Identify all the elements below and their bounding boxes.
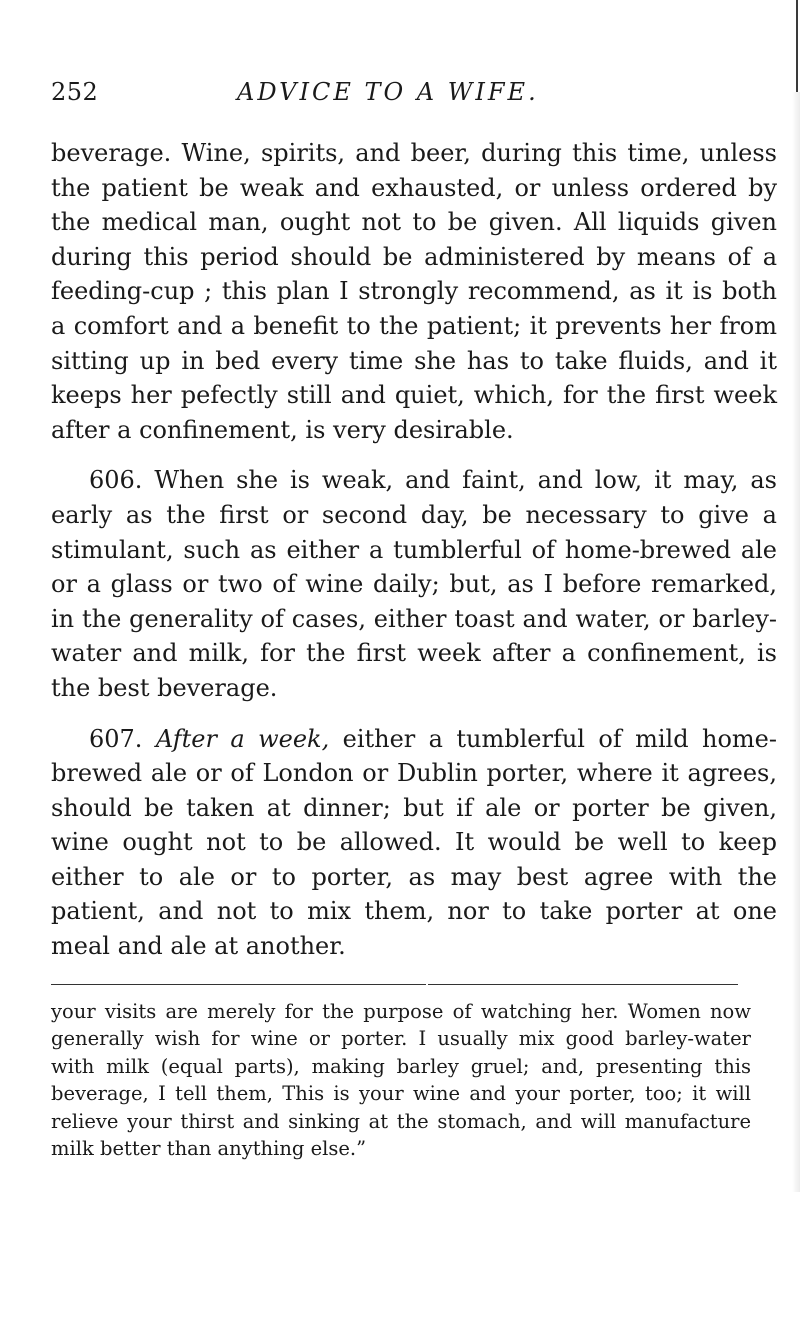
page-edge-line [796, 0, 798, 92]
paragraph-606: 606. When she is weak, and faint, and low, it may, as early as the first or second day, be necessary to give a stimulant, such as either a tumblerful of home-brewed ale or a glass or two of wine daily; but, as I before remarked, in the generality of cases, either toast and water, or barley-water and milk, for the first week after a confinement, is the best beverage. [51, 466, 777, 702]
footnote-rule-right [428, 984, 738, 986]
footnote [51, 998, 751, 1163]
paragraph-607-emphasis: After a week, [155, 724, 330, 753]
book-page [51, 78, 777, 1163]
paragraph-607-number: 607. [89, 724, 143, 753]
paragraph-continued: beverage. Wine, spirits, and beer, during this time, unless the patient be weak and exhausted, or unless ordered by the medical man, ought not to be given. All liquids given during this period should be administered by means of a feeding-cup ; this plan I strongly recommend, as it is both a comfort and a benefit to the patient; it prevents her from sitting up in bed every time she has to take fluids, and it keeps her pefectly still and quiet, which, for the first week after a confinement, is very desirable. [51, 139, 777, 444]
body-text [51, 136, 777, 964]
page-header [51, 78, 777, 110]
page-edge-shadow [792, 92, 800, 1192]
running-title: ADVICE TO A WIFE. [237, 78, 539, 106]
page-number: 252 [51, 78, 99, 106]
paragraph-607-text: either a tumblerful of mild home-brewed ale or of London or Dublin porter, where it agrees, should be taken at dinner; but if ale or porter be given, wine ought not to be allowed. It would be well to keep either to ale or to porter, as may best agree with the patient, and not to mix them, nor to take porter at one meal and ale at another. [51, 724, 777, 961]
footnote-text: your visits are merely for the purpose of watching her. Women now generally wish for wine or porter. I usually mix good barley-water with milk (equal parts), making barley gruel; and, presenting this beverage, I tell them, This is your wine and your porter, too; it will relieve your thirst and sinking at the stomach, and will manufacture milk better than anything else.” [51, 999, 751, 1161]
footnote-rule [51, 984, 777, 986]
paragraph-607 [51, 722, 777, 964]
footnote-rule-left [51, 984, 426, 986]
